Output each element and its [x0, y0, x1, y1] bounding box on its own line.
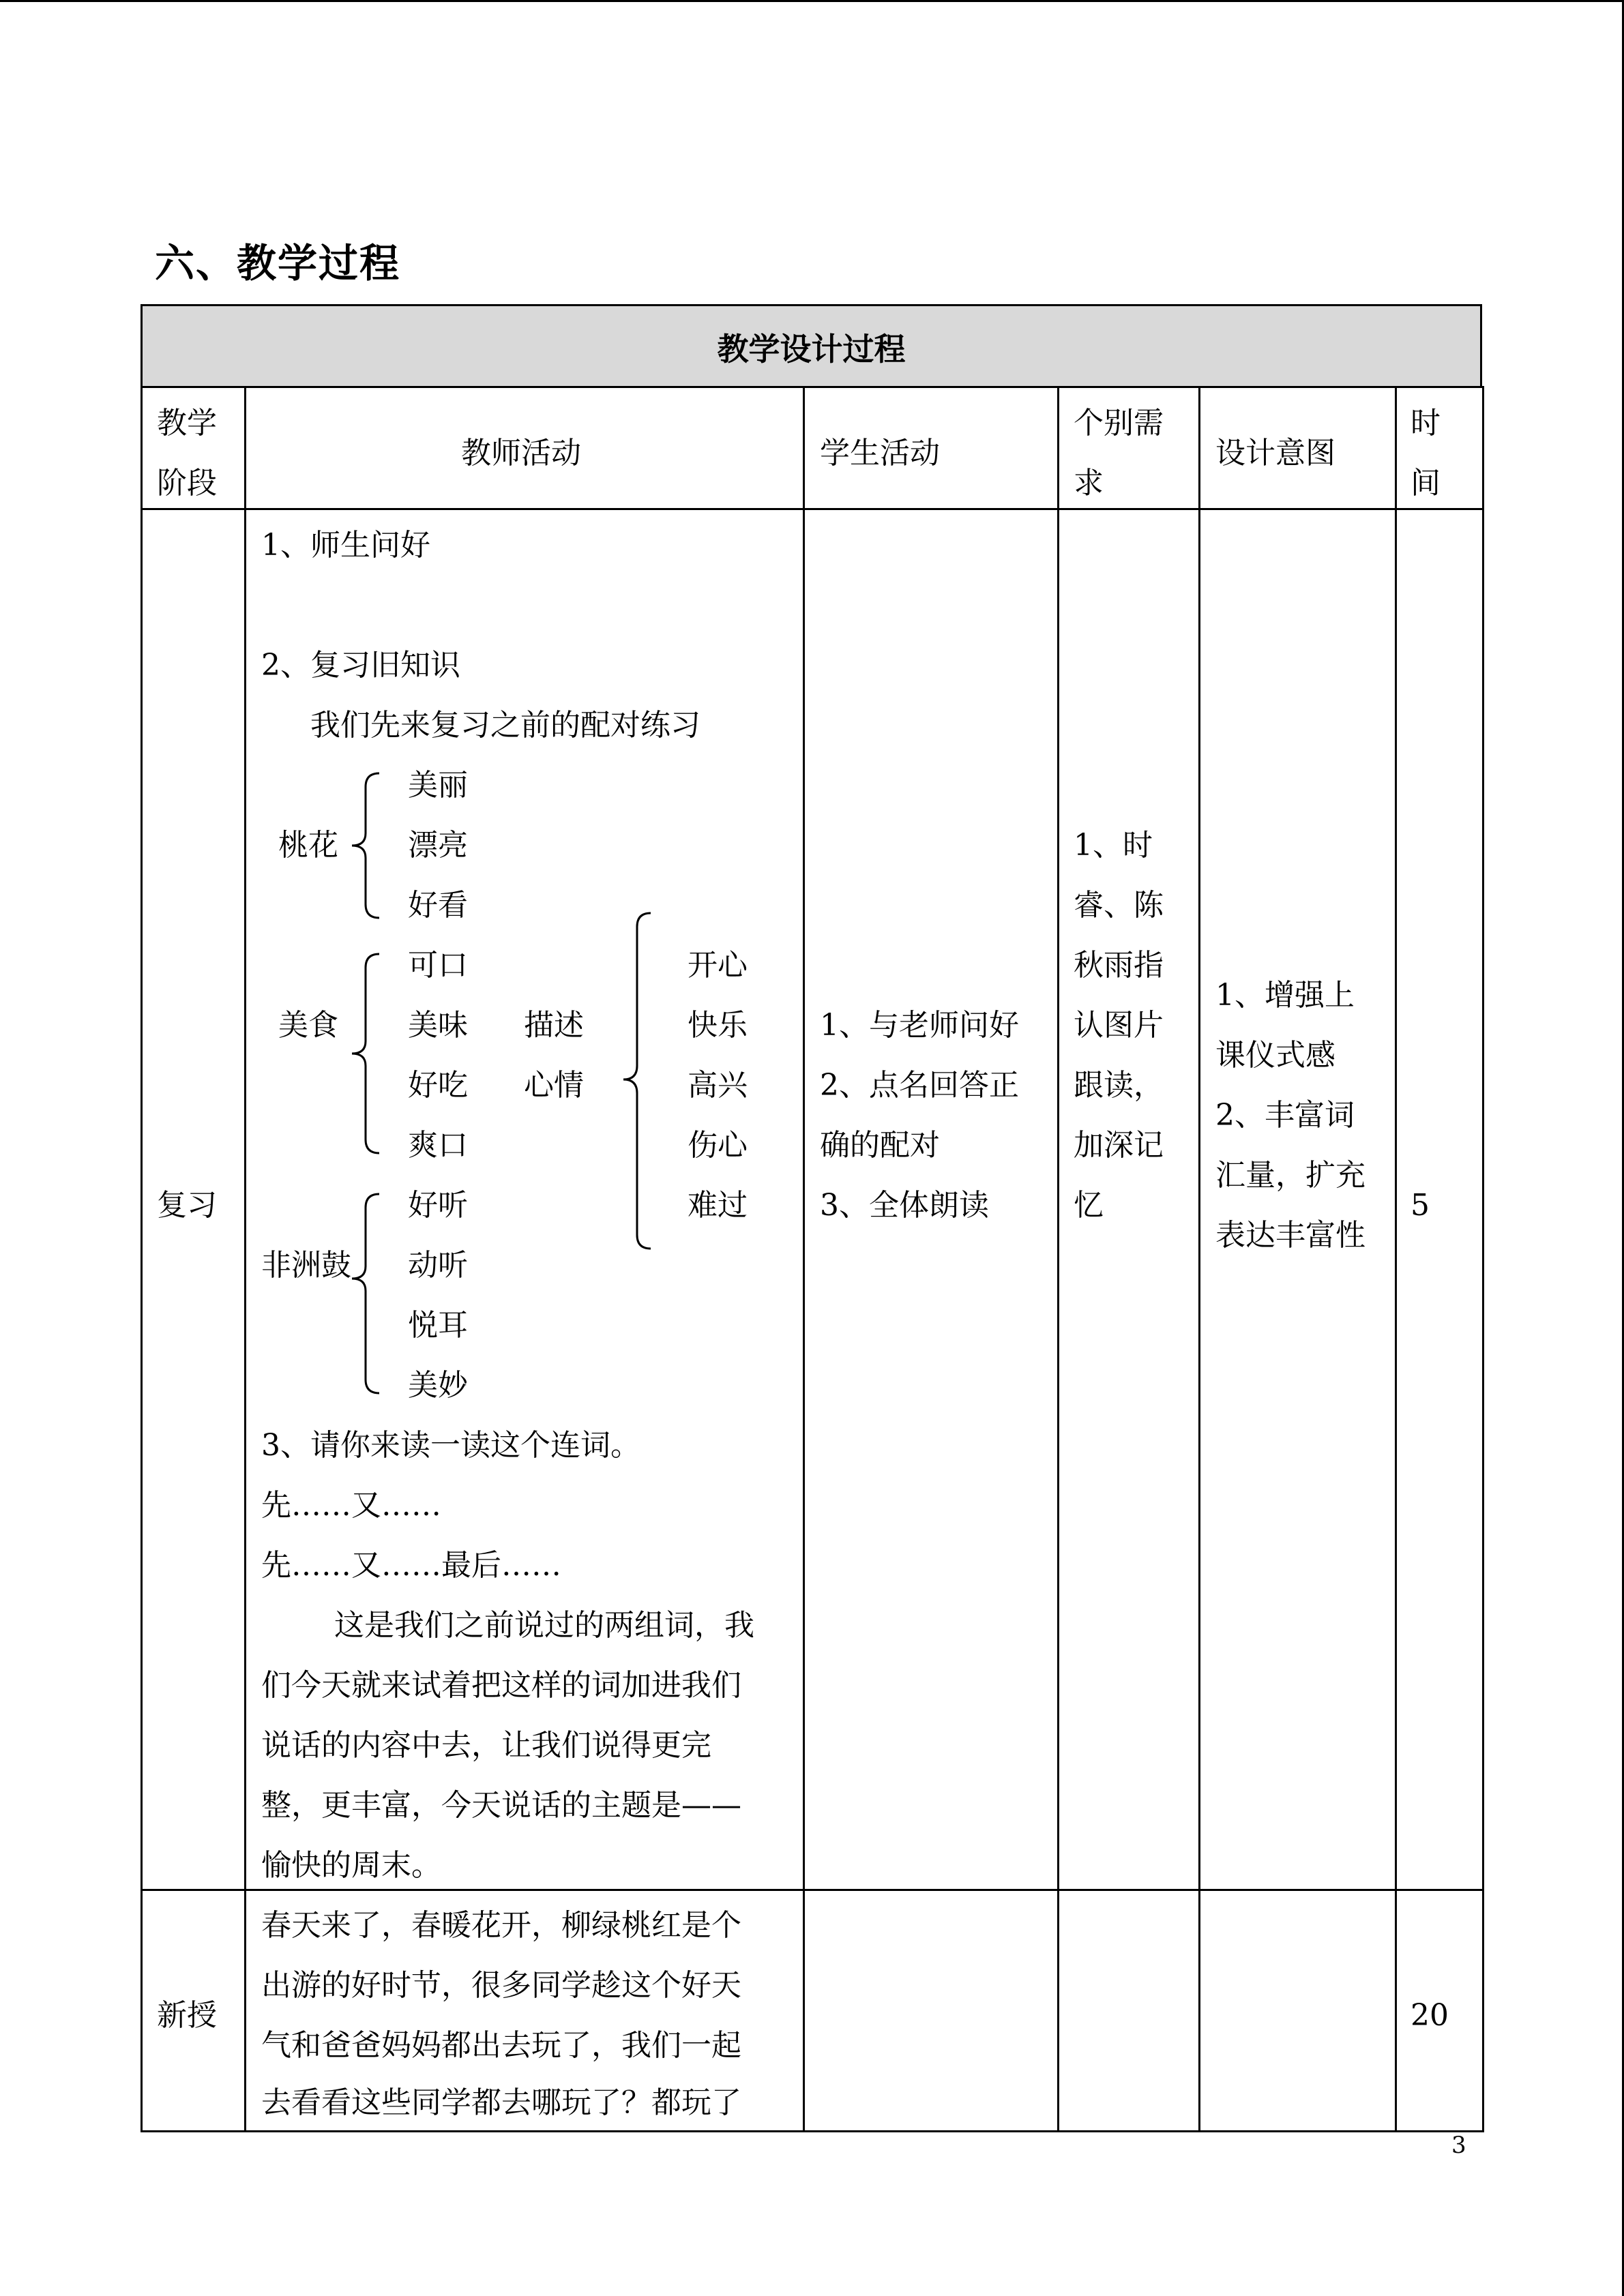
review-item-2: 2、复习旧知识 — [261, 648, 460, 683]
group2-word-4: 爽口 — [408, 1128, 468, 1163]
header-teacher: 教师活动 — [461, 436, 581, 471]
header-time-line2: 间 — [1411, 466, 1441, 501]
needs-line-6: 加深记 — [1074, 1128, 1164, 1163]
intent-line-5: 表达丰富性 — [1215, 1218, 1365, 1253]
paragraph-line-1: 这是我们之前说过的两组词，我 — [334, 1608, 754, 1643]
new-time: 20 — [1411, 1998, 1449, 2033]
mood-label-2: 心情 — [524, 1068, 584, 1103]
header-needs-line2: 求 — [1074, 466, 1104, 501]
header-time-line1: 时 — [1411, 406, 1441, 441]
header-stage-line1: 教学 — [157, 406, 217, 441]
new-teacher-line-4: 去看看这些同学都去哪玩了？都玩了 — [261, 2085, 741, 2120]
intent-line-4: 汇量，扩充 — [1215, 1158, 1365, 1193]
paragraph-line-3: 说话的内容中去，让我们说得更完 — [261, 1728, 711, 1763]
review-intro: 我们先来复习之前的配对练习 — [310, 708, 700, 743]
needs-line-3: 秋雨指 — [1074, 948, 1164, 983]
review-time: 5 — [1411, 1188, 1430, 1223]
new-teacher-line-1: 春天来了，春暖花开，柳绿桃红是个 — [261, 1908, 741, 1943]
mood-word-3: 高兴 — [688, 1068, 748, 1103]
header-stage-line2: 阶段 — [157, 466, 217, 501]
group2-word-2: 美味 — [408, 1008, 468, 1043]
new-stage: 新授 — [157, 1998, 217, 2033]
col-divider-3 — [1057, 386, 1059, 2132]
header-student: 学生活动 — [820, 436, 940, 471]
header-row-divider — [141, 508, 1484, 510]
section-heading: 六、教学过程 — [155, 240, 401, 286]
review-item-3: 3、请你来读一读这个连词。 — [261, 1428, 640, 1463]
student-line-2: 2、点名回答正 — [820, 1068, 1019, 1103]
student-line-3: 确的配对 — [820, 1128, 940, 1163]
header-intent: 设计意图 — [1215, 436, 1335, 471]
mood-label-1: 描述 — [524, 1008, 584, 1043]
pattern-1: 先……又…… — [261, 1488, 441, 1523]
review-stage: 复习 — [157, 1188, 217, 1223]
mood-word-2: 快乐 — [688, 1008, 748, 1043]
mood-word-1: 开心 — [688, 948, 748, 983]
header-needs-line1: 个别需 — [1074, 406, 1164, 441]
review-item-1: 1、师生问好 — [261, 528, 430, 563]
paragraph-line-4: 整，更丰富，今天说话的主题是—— — [261, 1788, 741, 1823]
needs-line-4: 认图片 — [1074, 1008, 1164, 1043]
group1-word-1: 美丽 — [408, 768, 468, 803]
group3-label: 非洲鼓 — [261, 1248, 351, 1283]
group1-word-2: 漂亮 — [408, 828, 468, 863]
needs-line-5: 跟读， — [1074, 1068, 1164, 1103]
group3-word-1: 好听 — [408, 1188, 468, 1223]
student-line-4: 3、全体朗读 — [820, 1188, 989, 1223]
needs-line-2: 睿、陈 — [1074, 888, 1164, 923]
paragraph-line-5: 愉快的周末。 — [261, 1848, 441, 1883]
col-divider-5 — [1395, 386, 1397, 2132]
group2-word-3: 好吃 — [408, 1068, 468, 1103]
group2-label: 美食 — [278, 1008, 338, 1043]
group1-word-3: 好看 — [408, 888, 468, 923]
col-divider-4 — [1198, 386, 1200, 2132]
needs-line-7: 忆 — [1074, 1188, 1104, 1223]
intent-line-2: 课仪式感 — [1215, 1038, 1335, 1073]
group2-brace — [348, 951, 382, 1156]
intent-line-1: 1、增强上 — [1215, 978, 1355, 1013]
mood-word-5: 难过 — [688, 1188, 748, 1223]
pattern-2: 先……又……最后…… — [261, 1548, 561, 1583]
group1-brace — [348, 771, 382, 921]
needs-line-1: 1、时 — [1074, 828, 1153, 863]
new-teacher-line-2: 出游的好时节，很多同学趁这个好天 — [261, 1968, 741, 2003]
page-top-border — [0, 0, 1624, 2]
mood-word-4: 伤心 — [688, 1128, 748, 1163]
group3-word-2: 动听 — [408, 1248, 468, 1283]
group3-word-3: 悦耳 — [408, 1308, 468, 1343]
page-number: 3 — [1451, 2132, 1466, 2159]
group1-label: 桃花 — [278, 828, 338, 863]
group3-word-4: 美妙 — [408, 1368, 468, 1403]
group2-word-1: 可口 — [408, 948, 468, 983]
mood-brace — [619, 910, 653, 1251]
student-line-1: 1、与老师问好 — [820, 1008, 1019, 1043]
table-title: 教学设计过程 — [141, 304, 1482, 388]
col-divider-1 — [244, 386, 246, 2132]
intent-line-3: 2、丰富词 — [1215, 1098, 1355, 1133]
col-divider-2 — [803, 386, 805, 2132]
group3-brace — [348, 1191, 382, 1396]
new-teacher-line-3: 气和爸爸妈妈都出去玩了，我们一起 — [261, 2028, 741, 2063]
paragraph-line-2: 们今天就来试着把这样的词加进我们 — [261, 1668, 741, 1703]
